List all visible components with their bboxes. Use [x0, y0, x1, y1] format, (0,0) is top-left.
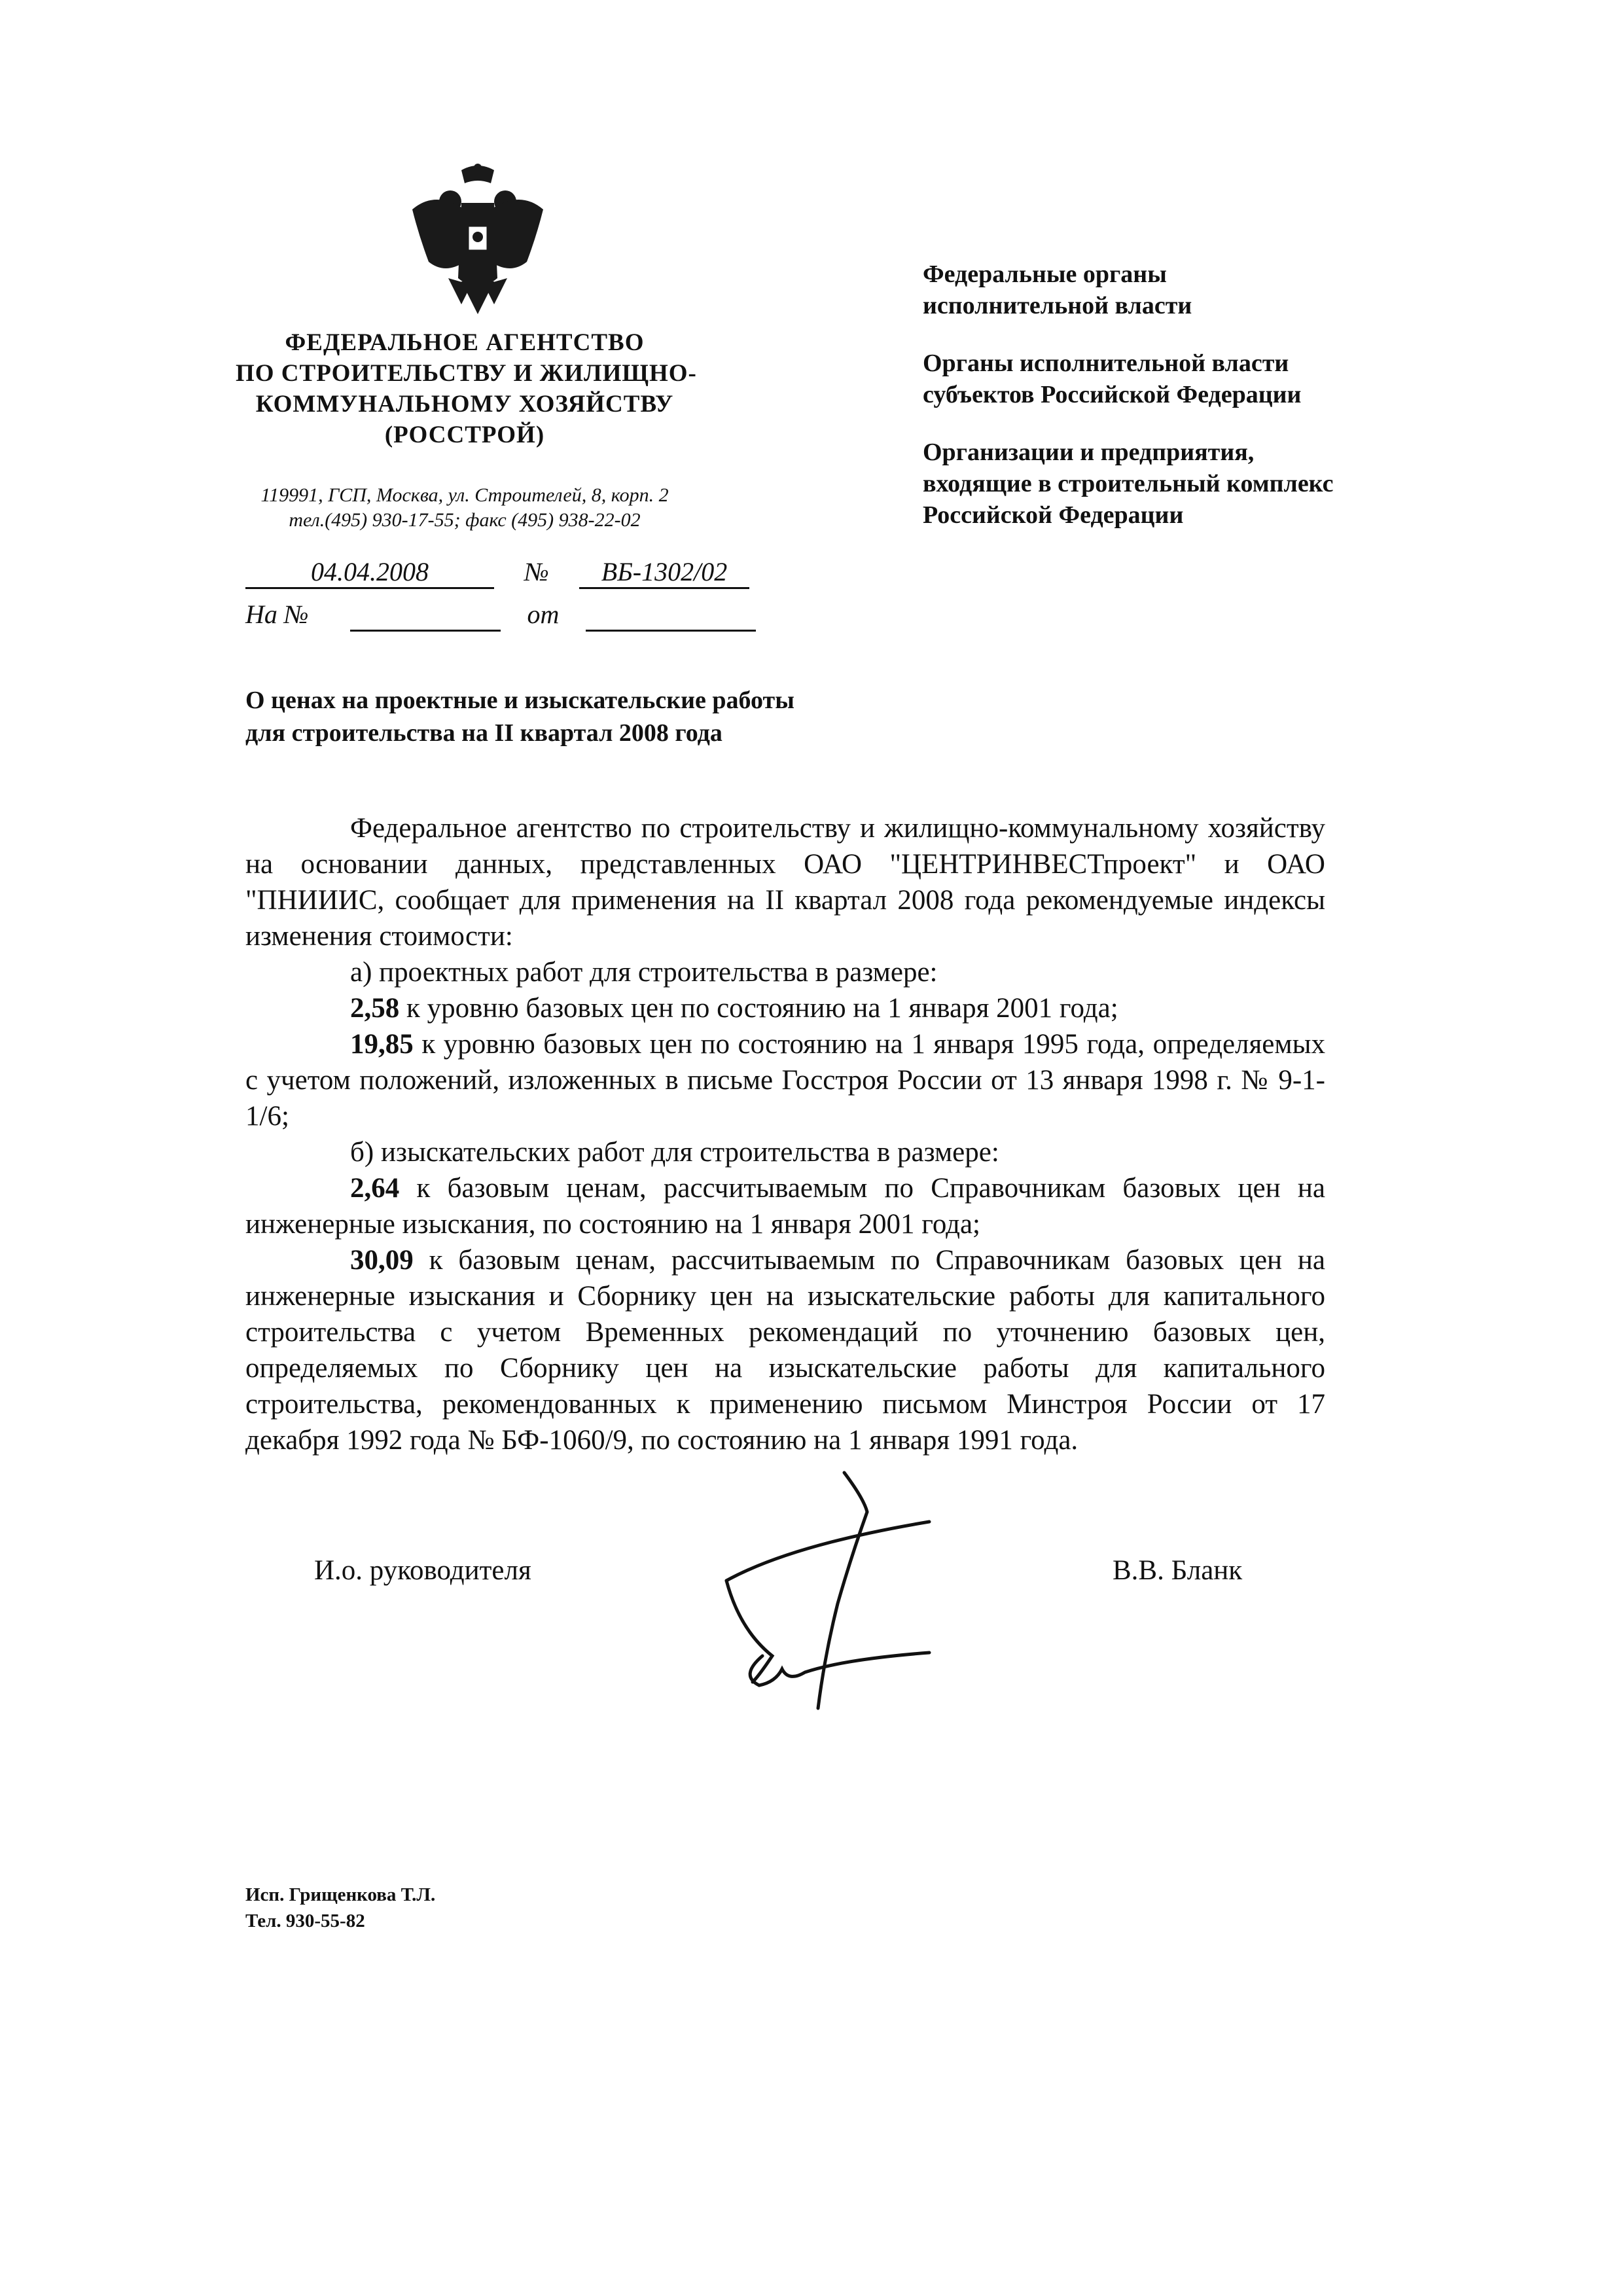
letter-subject [245, 684, 900, 749]
document-date: 04.04.2008 [245, 556, 494, 589]
recipient-line: субъектов Российской Федерации [923, 381, 1302, 408]
recipient-group [923, 437, 1577, 531]
recipient-line: входящие в строительный комплекс [923, 470, 1334, 497]
recipients-block [923, 259, 1577, 557]
item-a-heading: а) проектных работ для строительства в размере: [350, 957, 938, 988]
recipient-line: исполнительной власти [923, 292, 1192, 319]
index-a1-value: 2,58 [350, 993, 400, 1024]
address-line: 119991, ГСП, Москва, ул. Строителей, 8, корп. 2 [260, 484, 669, 506]
subject-line: для строительства на II квартал 2008 года [245, 719, 722, 747]
index-a1-paragraph [245, 990, 1325, 1026]
index-b2-text: к базовым ценам, рассчитываемым по Справочникам базовых цен на инженерные изыскания и Сборнику цен на изыскательские работы для капитального строительства с учетом Временных рекомендаций по уточнению базовых цен, определяемых по Сборнику цен на изыскательские работы для капитального строительства, рекомендованных к применению письмом Минстроя России от 17 декабря 1992 года № БФ-1060/9, по состоянию на 1 января 1991 года. [245, 1245, 1325, 1456]
index-b1-value: 2,64 [350, 1173, 400, 1204]
ref-number-blank [350, 599, 501, 632]
item-b-heading: б) изыскательских работ для строительства в размере: [350, 1137, 999, 1168]
index-b1-text: к базовым ценам, рассчитываемым по Справочникам базовых цен на инженерные изыскания, по состоянию на 1 января 2001 года; [245, 1173, 1325, 1240]
signatory-position: И.о. руководителя [314, 1555, 531, 1586]
index-b2-value: 30,09 [350, 1245, 414, 1276]
recipient-group [923, 259, 1577, 321]
reference-row [245, 599, 756, 632]
index-a2-value: 19,85 [350, 1029, 414, 1060]
index-b2-paragraph [245, 1242, 1325, 1458]
agency-name [236, 327, 697, 450]
executor-block [245, 1882, 435, 1934]
agency-line: ФЕДЕРАЛЬНОЕ АГЕНТСТВО [285, 329, 645, 356]
recipient-line: Федеральные органы [923, 260, 1167, 288]
ref-date-blank [586, 599, 756, 632]
index-b1-paragraph [245, 1170, 1325, 1242]
handwritten-signature [713, 1460, 1001, 1721]
from-label: от [527, 600, 560, 629]
document-number: ВБ-1302/02 [579, 556, 749, 589]
agency-line: КОММУНАЛЬНОМУ ХОЗЯЙСТВУ [255, 391, 674, 418]
index-a1-text: к уровню базовых цен по состоянию на 1 января 2001 года; [399, 993, 1118, 1024]
signatory-name: В.В. Бланк [1113, 1555, 1243, 1586]
recipient-line: Органы исполнительной власти [923, 350, 1289, 377]
intro-paragraph: Федеральное агентство по строительству и жилищно-коммунальному хозяйству на основании данных, представленных ОАО "ЦЕНТРИНВЕСТпроект" и ОАО "ПНИИИС, сообщает для применения на II квартал 2008 года рекомендуемые индексы изменения стоимости: [245, 813, 1325, 952]
phone-fax-line: тел.(495) 930-17-55; факс (495) 938-22-02 [289, 509, 641, 531]
ref-label: На № [245, 600, 309, 629]
executor-name: Исп. Грищенкова Т.Л. [245, 1884, 436, 1905]
coat-of-arms-icon [399, 164, 556, 321]
index-a2-paragraph [245, 1026, 1325, 1134]
recipient-line: Организации и предприятия, [923, 439, 1255, 466]
recipient-line: Российской Федерации [923, 501, 1184, 529]
agency-line: ПО СТРОИТЕЛЬСТВУ И ЖИЛИЩНО- [236, 360, 697, 387]
agency-address [216, 483, 713, 533]
registration-row [245, 556, 749, 589]
number-sign: № [524, 557, 549, 586]
index-a2-text: к уровню базовых цен по состоянию на 1 января 1995 года, определяемых с учетом положений, изложенных в письме Госстроя России от 13 января 1998 г. № 9-1-1/6; [245, 1029, 1325, 1132]
agency-line: (РОССТРОЙ) [384, 422, 545, 448]
subject-line: О ценах на проектные и изыскательские работы [245, 687, 794, 714]
recipient-group [923, 348, 1577, 410]
executor-phone: Тел. 930-55-82 [245, 1910, 365, 1931]
letter-body [245, 810, 1325, 1458]
